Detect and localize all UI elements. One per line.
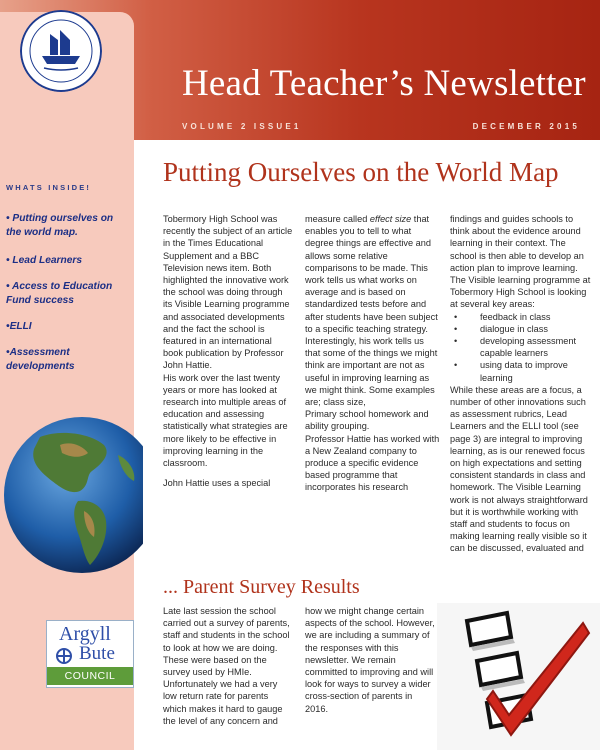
survey-column-2 (305, 605, 435, 715)
school-crest-logo (20, 10, 102, 92)
whats-inside-heading: WHATS INSIDE! (6, 183, 92, 192)
celtic-knot-icon (55, 647, 73, 665)
survey-section-title: ... Parent Survey Results (163, 576, 360, 598)
survey-paragraph: how we might change certain aspects of the school. However, we are including a summary of the responses with this newsletter. We remain committed to improving and will look for ways to survey a wider cross-section of parents in 2016. (305, 606, 435, 714)
list-item-text: dialogue in class (480, 323, 548, 334)
article-paragraph: Professor Hattie has worked with a New Zealand company to produce a specific evidence based programme that incorporates his research (305, 433, 440, 493)
logo-line-argyll: Argyll (59, 623, 111, 645)
sidebar-item-lead-learners[interactable]: • Lead Learners (6, 255, 83, 266)
checklist-image (437, 603, 600, 750)
article-paragraph: Tobermory High School was recently the subject of an article in the Times Educational Supplement and a BBC Television news item. Both highlighted the innovative work the school was doing through its Visible Learning programme and associated developments and the fact the school is featured in an international book publication by Professor John Hattie. (163, 214, 293, 371)
article-title: Putting Ourselves on the World Map (163, 157, 559, 187)
issue-line (182, 122, 580, 131)
key-areas-list (450, 311, 592, 384)
volume-label: VOLUME 2 ISSUE1 (182, 122, 302, 131)
article-paragraph: While these areas are a focus, a number of other innovations such as assessment rubrics, Lead Learners and the ELLI tool (see page 3) are integral to improving learning, as is our renewed focus on high expectations and setting consistent standards in class and homework. The Visible Learning work is not always straightforward but it is worthwhile working with staff and students to focus on making learning really visible so it can be discussed, evaluated and (450, 384, 588, 554)
logo-line-council: COUNCIL (47, 667, 133, 685)
survey-column-1 (163, 605, 293, 727)
globe-image (0, 415, 160, 575)
article-paragraph (305, 213, 440, 408)
sidebar-item-education-fund[interactable]: • Access to Education Fund success (6, 281, 113, 306)
article-column-1 (163, 213, 293, 489)
logo-line-bute: Bute (79, 643, 115, 664)
sidebar-item-elli[interactable]: •ELLI (6, 321, 32, 332)
survey-paragraph: Late last session the school carried out a survey of parents, staff and students in the school to look at how we are doing. These were based on the survey used by HMIe. Unfortunately we had a very low return rate for parents which makes it hard to gauge the level of any concern and (163, 606, 290, 726)
sidebar-item-world-map[interactable]: • Putting ourselves on the world map. (6, 213, 114, 238)
issue-date: DECEMBER 2015 (472, 122, 580, 131)
list-item-text: using data to improve learning (480, 360, 568, 383)
article-text: that enables you to tell to what degree things are effective and allows some relative comparisons to be made. This work tells us what works on average and is based on standardized tests before and after students have been subject to a specific teaching strategy. Interestingly, his work tells us that some of the things we might think are important are not as useful in improving learning as we might think. Some examples are; class size, (305, 214, 438, 408)
article-paragraph: John Hattie uses a special (163, 478, 271, 489)
list-item-text: developing assessment capable learners (480, 336, 577, 359)
list-item: • using data to improve learning (454, 360, 568, 383)
list-item-text: feedback in class (480, 311, 551, 322)
sidebar-item-assessment[interactable]: •Assessment developments (6, 347, 75, 372)
article-text: measure called (305, 214, 370, 224)
article-paragraph: Primary school homework and ability grouping. (305, 409, 429, 432)
article-column-3 (450, 213, 592, 555)
list-item: • dialogue in class (454, 323, 548, 334)
list-item: • feedback in class (454, 311, 551, 322)
newsletter-title: Head Teacher’s Newsletter (182, 63, 586, 104)
article-emphasis: effect size (369, 214, 412, 224)
article-column-2 (305, 213, 440, 494)
article-paragraph: His work over the last twenty years or more has looked at research into multiple areas of education and assessing statistically what strategies are more likely to be effective in improving learning in the classroom. (163, 372, 288, 469)
list-item: • developing assessment capable learners (454, 336, 577, 359)
argyll-bute-council-logo (46, 620, 134, 688)
article-paragraph: findings and guides schools to think about the evidence around learning in their context. The school is then able to develop an action plan to improve learning. The Visible learning programme at Tobermory High School is looking at several key areas: (450, 214, 591, 310)
